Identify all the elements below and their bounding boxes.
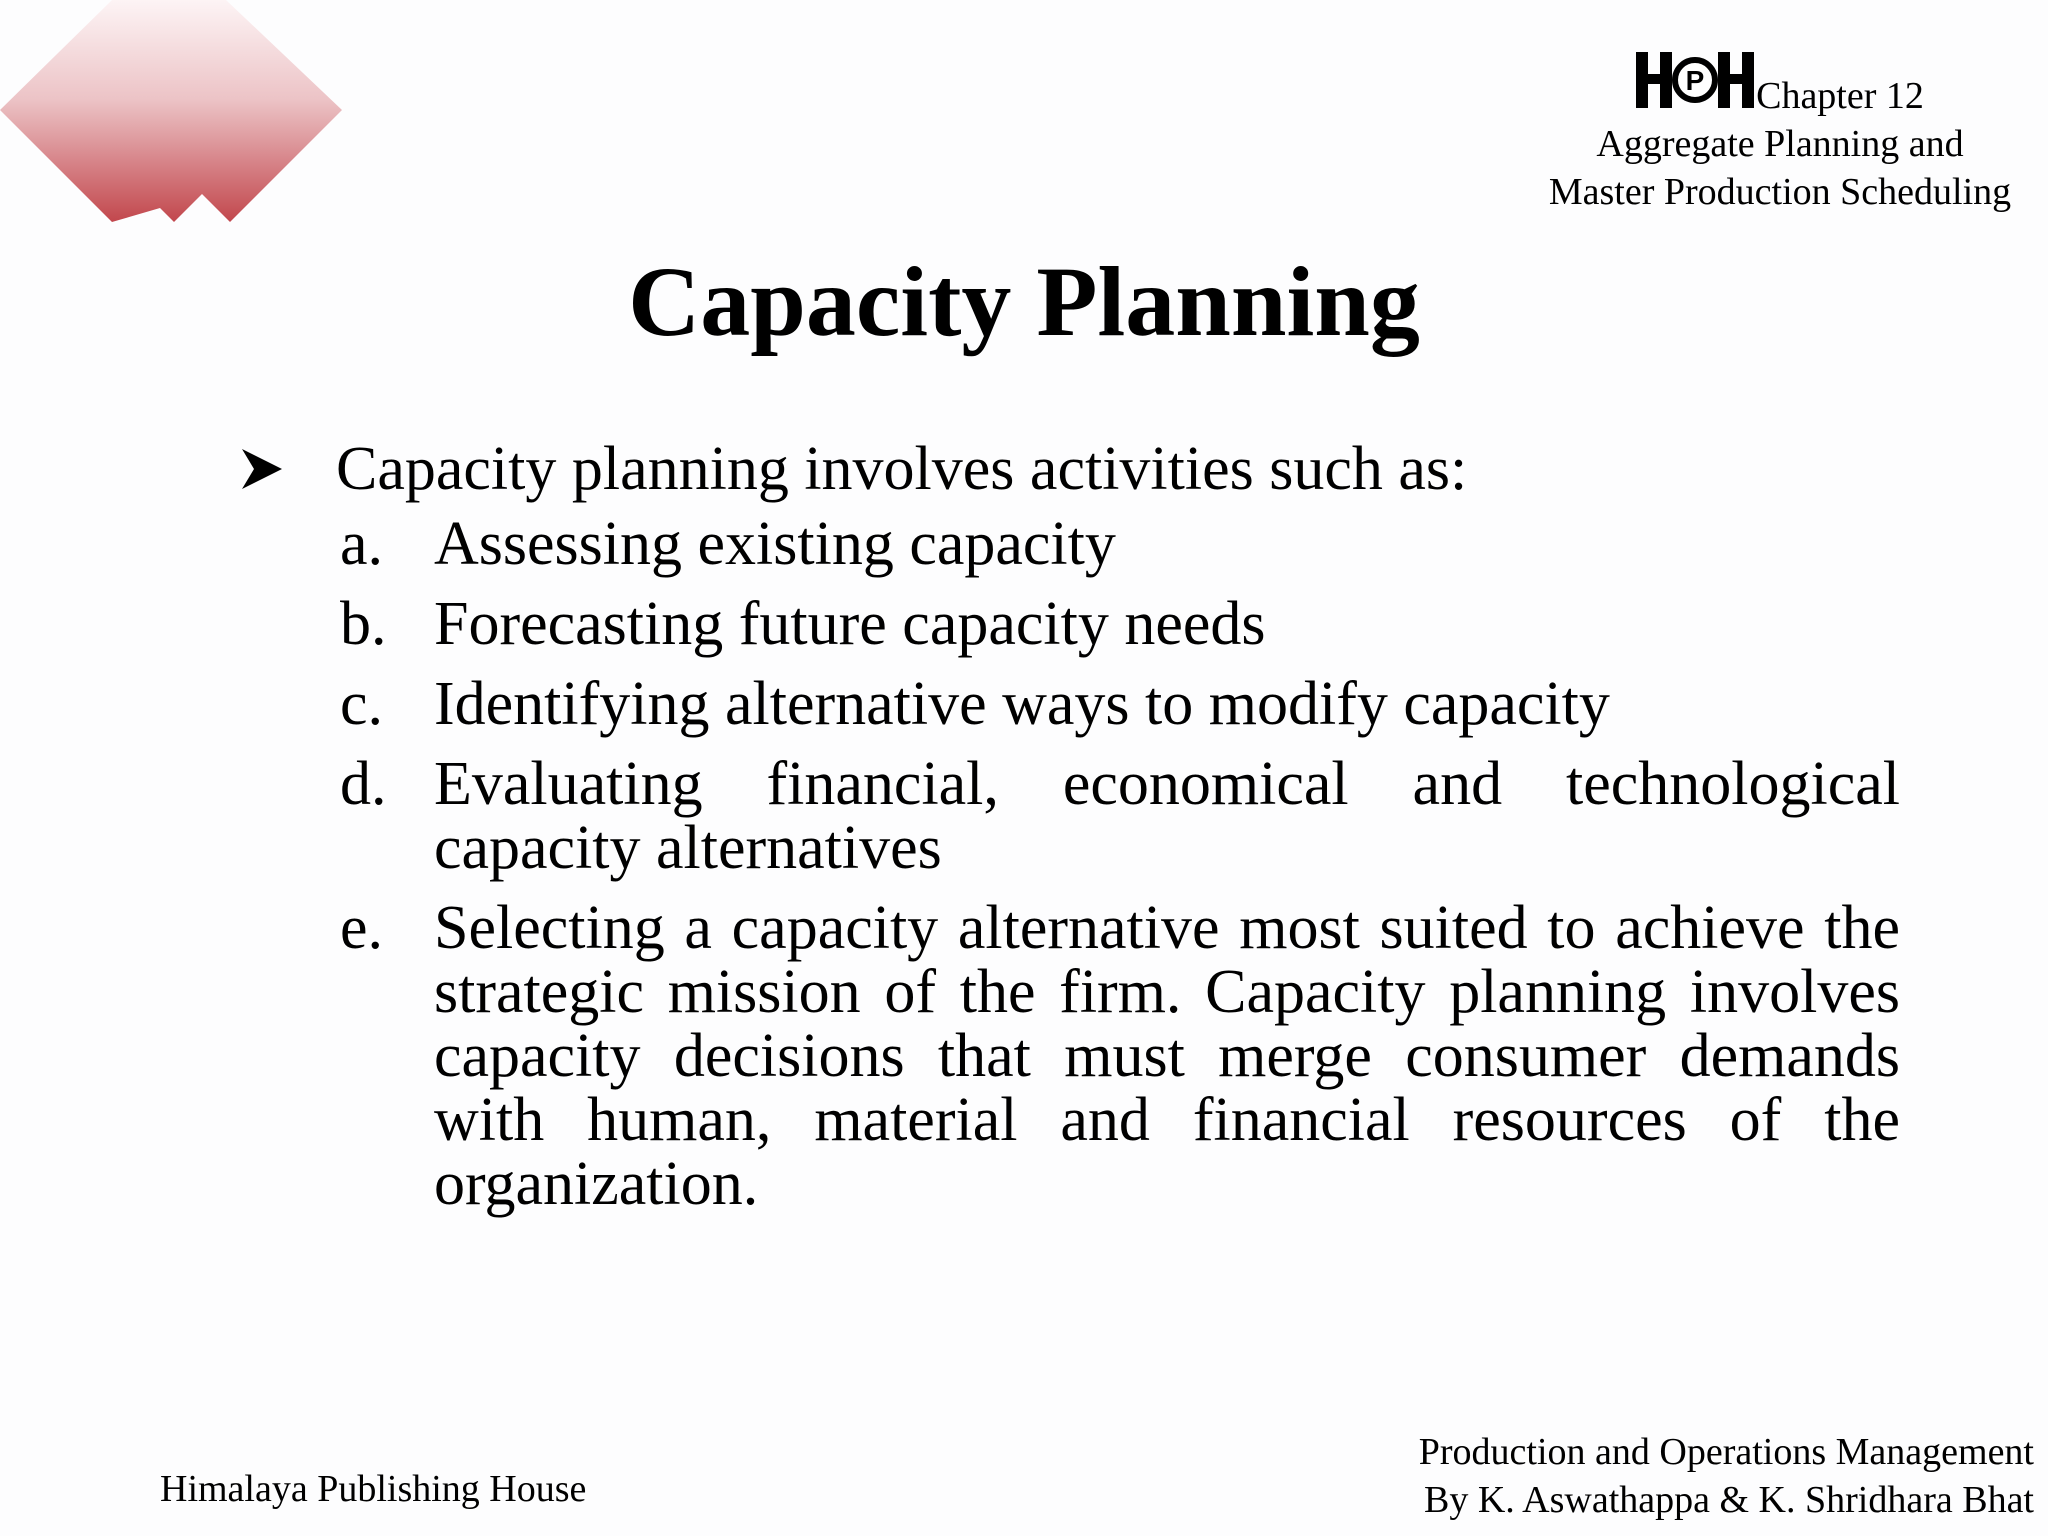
list-item — [340, 672, 1900, 736]
page-title: Capacity Planning — [628, 246, 1420, 357]
footer-book-info — [1334, 1428, 2034, 1524]
svg-text:P: P — [1685, 65, 1705, 96]
diamond-shape — [0, 0, 342, 222]
list-item-letter: e. — [340, 894, 384, 962]
footer-publisher: Himalaya Publishing House — [160, 1468, 587, 1510]
list-item-letter: d. — [340, 750, 387, 818]
list-item — [340, 512, 1900, 576]
main-bullet-text: Capacity planning involves activities such as: — [336, 435, 1468, 503]
list-item-text: Identifying alternative ways to modify capacity — [434, 670, 1610, 738]
main-bullet — [240, 430, 1940, 508]
publisher-logo — [1636, 50, 1754, 110]
footer-book-title: Production and Operations Management — [1418, 1431, 2034, 1473]
chapter-subtitle-line1: Aggregate Planning and — [1596, 123, 1964, 165]
corner-decoration — [0, 0, 360, 240]
list-item-text: Evaluating financial, economical and technological capacity alternatives — [434, 750, 1900, 882]
activity-list — [340, 512, 1900, 1232]
chapter-label: Chapter 12 — [1756, 75, 1924, 117]
list-item — [340, 752, 1900, 880]
list-item-text: Selecting a capacity alternative most suited to achieve the strategic mission of the firm. Capacity planning involves capacity decisions that must merge consumer demands with human, material and financial resources of the organization. — [434, 894, 1900, 1218]
chapter-subtitle-line2: Master Production Scheduling — [1548, 171, 2012, 213]
list-item-letter: c. — [340, 670, 384, 738]
list-item — [340, 592, 1900, 656]
arrow-bullet-icon — [240, 430, 336, 508]
list-item-text: Forecasting future capacity needs — [434, 590, 1266, 658]
chapter-header — [1520, 50, 2040, 216]
footer-authors: By K. Aswathappa & K. Shridhara Bhat — [1423, 1479, 2034, 1521]
list-item — [340, 896, 1900, 1216]
list-item-text: Assessing existing capacity — [434, 510, 1116, 578]
list-item-letter: a. — [340, 510, 384, 578]
list-item-letter: b. — [340, 590, 387, 658]
